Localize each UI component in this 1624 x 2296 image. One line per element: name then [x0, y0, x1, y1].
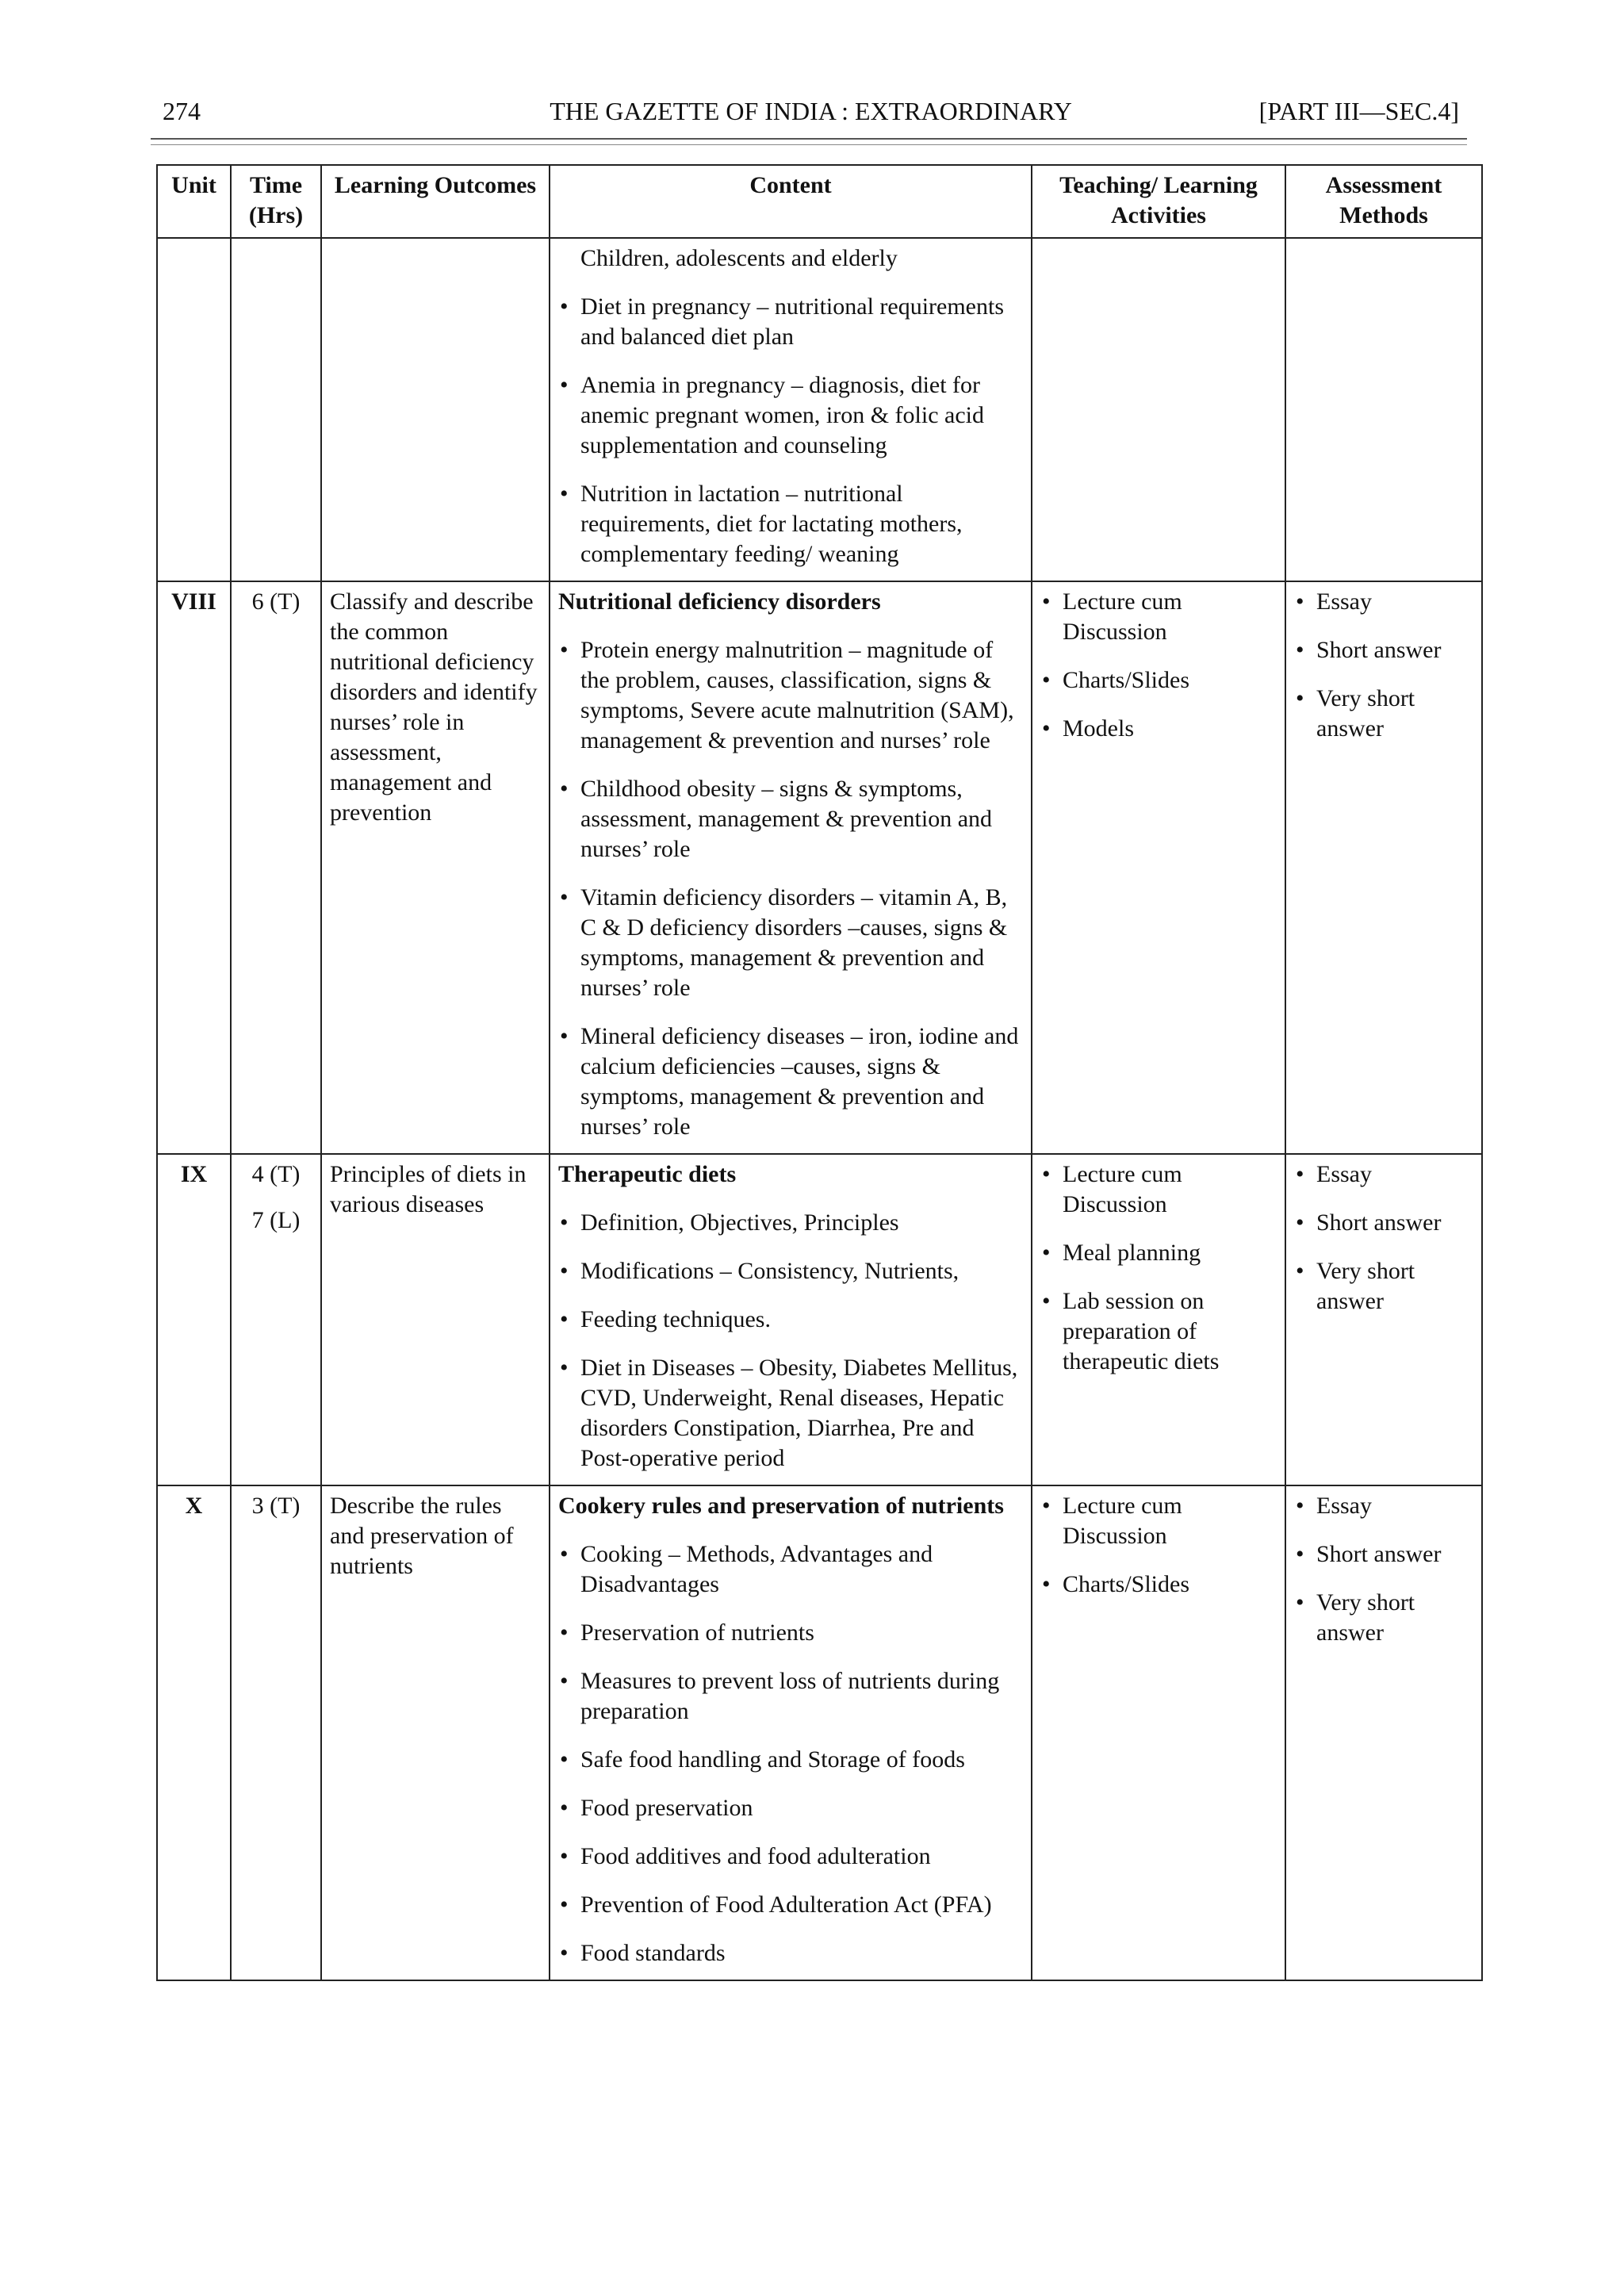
time-cell [231, 581, 321, 1154]
content-text: Diet in Diseases – Obesity, Diabetes Mellitus, CVD, Underweight, Renal diseases, Hepatic disorders Constipation, Diarrhea, Pre and Post-operative period [580, 1355, 1018, 1471]
time-value: 3 (T) [251, 1493, 301, 1519]
content-item [558, 1022, 1023, 1142]
assessment-item [1294, 1208, 1473, 1238]
bullet-icon: • [1042, 1571, 1051, 1597]
content-item [558, 1745, 1023, 1775]
assessment-text: Very short answer [1316, 1258, 1415, 1314]
assessment-cell [1285, 1154, 1482, 1485]
assessment-cell [1285, 581, 1482, 1154]
content-continued: Children, adolescents and elderly [580, 245, 898, 271]
content-text: Cooking – Methods, Advantages and Disadvantages [580, 1541, 933, 1597]
content-cell [550, 1154, 1032, 1485]
assessment-item [1294, 587, 1473, 617]
syllabus-table [156, 164, 1483, 1981]
unit-cell: VIII [157, 581, 231, 1154]
bullet-icon: • [1296, 1258, 1304, 1284]
content-item [558, 370, 1023, 461]
col-header-time: Time (Hrs) [231, 165, 321, 238]
activities-cell [1032, 581, 1285, 1154]
activity-text: Lab session on preparation of therapeutic diets [1063, 1288, 1220, 1374]
content-text: Modifications – Consistency, Nutrients, [580, 1258, 959, 1284]
activity-item [1040, 1159, 1277, 1220]
bullet-icon: • [560, 1619, 569, 1646]
assessment-item [1294, 1491, 1473, 1521]
content-list [558, 292, 1023, 569]
unit-cell: X [157, 1485, 231, 1980]
content-item [558, 1890, 1023, 1920]
content-item [558, 635, 1023, 756]
unit-cell: IX [157, 1154, 231, 1485]
activity-item [1040, 1570, 1277, 1600]
activity-text: Charts/Slides [1063, 667, 1190, 693]
content-list [558, 1539, 1023, 1968]
activity-item [1040, 1491, 1277, 1551]
activity-text: Models [1063, 715, 1134, 742]
bullet-icon: • [1042, 1493, 1051, 1519]
assessment-item [1294, 1159, 1473, 1190]
content-text: Safe food handling and Storage of foods [580, 1746, 965, 1773]
time-cell [231, 1154, 321, 1485]
header-rule-thin [151, 144, 1467, 145]
header-rule [151, 138, 1467, 140]
content-item [558, 1618, 1023, 1648]
content-item [558, 883, 1023, 1003]
assessment-list [1294, 1159, 1473, 1317]
content-item [558, 292, 1023, 352]
content-cell [550, 581, 1032, 1154]
table-header-row [157, 165, 1482, 238]
content-text: Food additives and food adulteration [580, 1843, 931, 1869]
bullet-icon: • [560, 293, 569, 320]
assessment-list [1294, 1491, 1473, 1648]
assessment-item [1294, 1539, 1473, 1570]
bullet-icon: • [560, 1795, 569, 1821]
content-text: Prevention of Food Adulteration Act (PFA) [580, 1892, 992, 1918]
activity-list [1040, 587, 1277, 744]
bullet-icon: • [560, 637, 569, 663]
activity-item [1040, 1286, 1277, 1377]
time-value: 4 (T) [251, 1161, 301, 1187]
col-header-content: Content [550, 165, 1032, 238]
bullet-icon: • [560, 1023, 569, 1049]
bullet-icon: • [560, 1940, 569, 1966]
bullet-icon: • [1042, 1288, 1051, 1314]
activity-list [1040, 1159, 1277, 1377]
bullet-icon: • [560, 776, 569, 802]
table-row [157, 1485, 1482, 1980]
activity-text: Lecture cum Discussion [1063, 1161, 1182, 1217]
activities-cell [1032, 1485, 1285, 1980]
content-item [558, 1305, 1023, 1335]
assessment-item [1294, 635, 1473, 665]
assessment-item [1294, 1256, 1473, 1317]
content-list [558, 1208, 1023, 1474]
content-title: Nutritional deficiency disorders [558, 588, 881, 615]
learning-outcomes-cell: Describe the rules and preservation of nutrients [321, 1485, 550, 1980]
bullet-icon: • [560, 1355, 569, 1381]
content-text: Nutrition in lactation – nutritional requirements, diet for lactating mothers, complementary feeding/ weaning [580, 481, 963, 567]
assessment-text: Very short answer [1316, 1589, 1415, 1646]
activity-text: Charts/Slides [1063, 1571, 1190, 1597]
bullet-icon: • [560, 372, 569, 398]
bullet-icon: • [1296, 1209, 1304, 1236]
bullet-icon: • [560, 1306, 569, 1332]
col-header-learning-outcomes: Learning Outcomes [321, 165, 550, 238]
content-item [558, 1793, 1023, 1823]
bullet-icon: • [1296, 1589, 1304, 1616]
table-body [157, 238, 1482, 1980]
activity-list [1040, 1491, 1277, 1600]
table-row [157, 1154, 1482, 1485]
assessment-cell [1285, 238, 1482, 581]
content-text: Feeding techniques. [580, 1306, 771, 1332]
content-item [558, 1666, 1023, 1727]
content-cell [550, 238, 1032, 581]
assessment-cell [1285, 1485, 1482, 1980]
bullet-icon: • [560, 1746, 569, 1773]
content-item [558, 1938, 1023, 1968]
time-cell [231, 238, 321, 581]
table-row [157, 238, 1482, 581]
content-item [558, 479, 1023, 569]
bullet-icon: • [560, 884, 569, 910]
content-title: Therapeutic diets [558, 1161, 737, 1187]
content-text: Food preservation [580, 1795, 753, 1821]
assessment-item [1294, 684, 1473, 744]
bullet-icon: • [560, 1668, 569, 1694]
time-value: 6 (T) [251, 588, 301, 615]
assessment-text: Very short answer [1316, 685, 1415, 742]
content-text: Measures to prevent loss of nutrients during preparation [580, 1668, 1000, 1724]
bullet-icon: • [1296, 1161, 1304, 1187]
assessment-text: Essay [1316, 1161, 1372, 1187]
content-text: Vitamin deficiency disorders – vitamin A, B, C & D deficiency disorders –causes, signs & symptoms, management & prevention and nurses’ role [580, 884, 1008, 1001]
unit-cell [157, 238, 231, 581]
part-section: [PART III—SEC.4] [1258, 97, 1459, 125]
assessment-text: Short answer [1316, 1541, 1442, 1567]
bullet-icon: • [1296, 685, 1304, 711]
page-number: 274 [163, 97, 201, 125]
col-header-assessment: Assessment Methods [1285, 165, 1482, 238]
assessment-text: Short answer [1316, 637, 1442, 663]
content-text: Mineral deficiency diseases – iron, iodine and calcium deficiencies –causes, signs & symptoms, management & prevention and nurses’ role [580, 1023, 1019, 1140]
learning-outcomes-cell [321, 238, 550, 581]
assessment-text: Essay [1316, 588, 1372, 615]
learning-outcomes-cell: Classify and describe the common nutritional deficiency disorders and identify nurses’ role in assessment, management and prevention [321, 581, 550, 1154]
activity-item [1040, 587, 1277, 647]
activity-item [1040, 714, 1277, 744]
page-header [163, 97, 1459, 133]
bullet-icon: • [560, 1541, 569, 1567]
bullet-icon: • [560, 1209, 569, 1236]
content-item [558, 1539, 1023, 1600]
time-value: 7 (L) [251, 1207, 301, 1233]
bullet-icon: • [560, 1258, 569, 1284]
content-item [558, 1353, 1023, 1474]
activity-item [1040, 1238, 1277, 1268]
bullet-icon: • [1042, 1161, 1051, 1187]
content-list [558, 635, 1023, 1142]
assessment-text: Essay [1316, 1493, 1372, 1519]
bullet-icon: • [560, 481, 569, 507]
time-cell [231, 1485, 321, 1980]
bullet-icon: • [1042, 588, 1051, 615]
col-header-activities: Teaching/ Learning Activities [1032, 165, 1285, 238]
content-text: Food standards [580, 1940, 726, 1966]
activity-text: Lecture cum Discussion [1063, 588, 1182, 645]
assessment-list [1294, 587, 1473, 744]
content-item [558, 1256, 1023, 1286]
content-item [558, 1208, 1023, 1238]
bullet-icon: • [560, 1843, 569, 1869]
bullet-icon: • [1296, 588, 1304, 615]
bullet-icon: • [1296, 637, 1304, 663]
bullet-icon: • [1296, 1493, 1304, 1519]
activity-text: Meal planning [1063, 1240, 1201, 1266]
bullet-icon: • [1042, 715, 1051, 742]
content-item [558, 1842, 1023, 1872]
content-text: Definition, Objectives, Principles [580, 1209, 899, 1236]
content-text: Protein energy malnutrition – magnitude of the problem, causes, classification, signs & symptoms, Severe acute malnutrition (SAM), management & prevention and nurses’ role [580, 637, 1014, 753]
activities-cell [1032, 238, 1285, 581]
learning-outcomes-cell: Principles of diets in various diseases [321, 1154, 550, 1485]
content-cell [550, 1485, 1032, 1980]
activities-cell [1032, 1154, 1285, 1485]
content-text: Diet in pregnancy – nutritional requirements and balanced diet plan [580, 293, 1005, 350]
content-title: Cookery rules and preservation of nutrients [558, 1493, 1004, 1519]
gazette-title: THE GAZETTE OF INDIA : EXTRAORDINARY [550, 97, 1072, 125]
bullet-icon: • [1296, 1541, 1304, 1567]
table-row [157, 581, 1482, 1154]
assessment-item [1294, 1588, 1473, 1648]
bullet-icon: • [1042, 1240, 1051, 1266]
content-item [558, 774, 1023, 864]
assessment-text: Short answer [1316, 1209, 1442, 1236]
content-text: Childhood obesity – signs & symptoms, assessment, management & prevention and nurses’ role [580, 776, 993, 862]
content-text: Anemia in pregnancy – diagnosis, diet for anemic pregnant women, iron & folic acid supplementation and counseling [580, 372, 984, 458]
activity-text: Lecture cum Discussion [1063, 1493, 1182, 1549]
bullet-icon: • [560, 1892, 569, 1918]
content-text: Preservation of nutrients [580, 1619, 814, 1646]
col-header-unit: Unit [157, 165, 231, 238]
activity-item [1040, 665, 1277, 696]
bullet-icon: • [1042, 667, 1051, 693]
